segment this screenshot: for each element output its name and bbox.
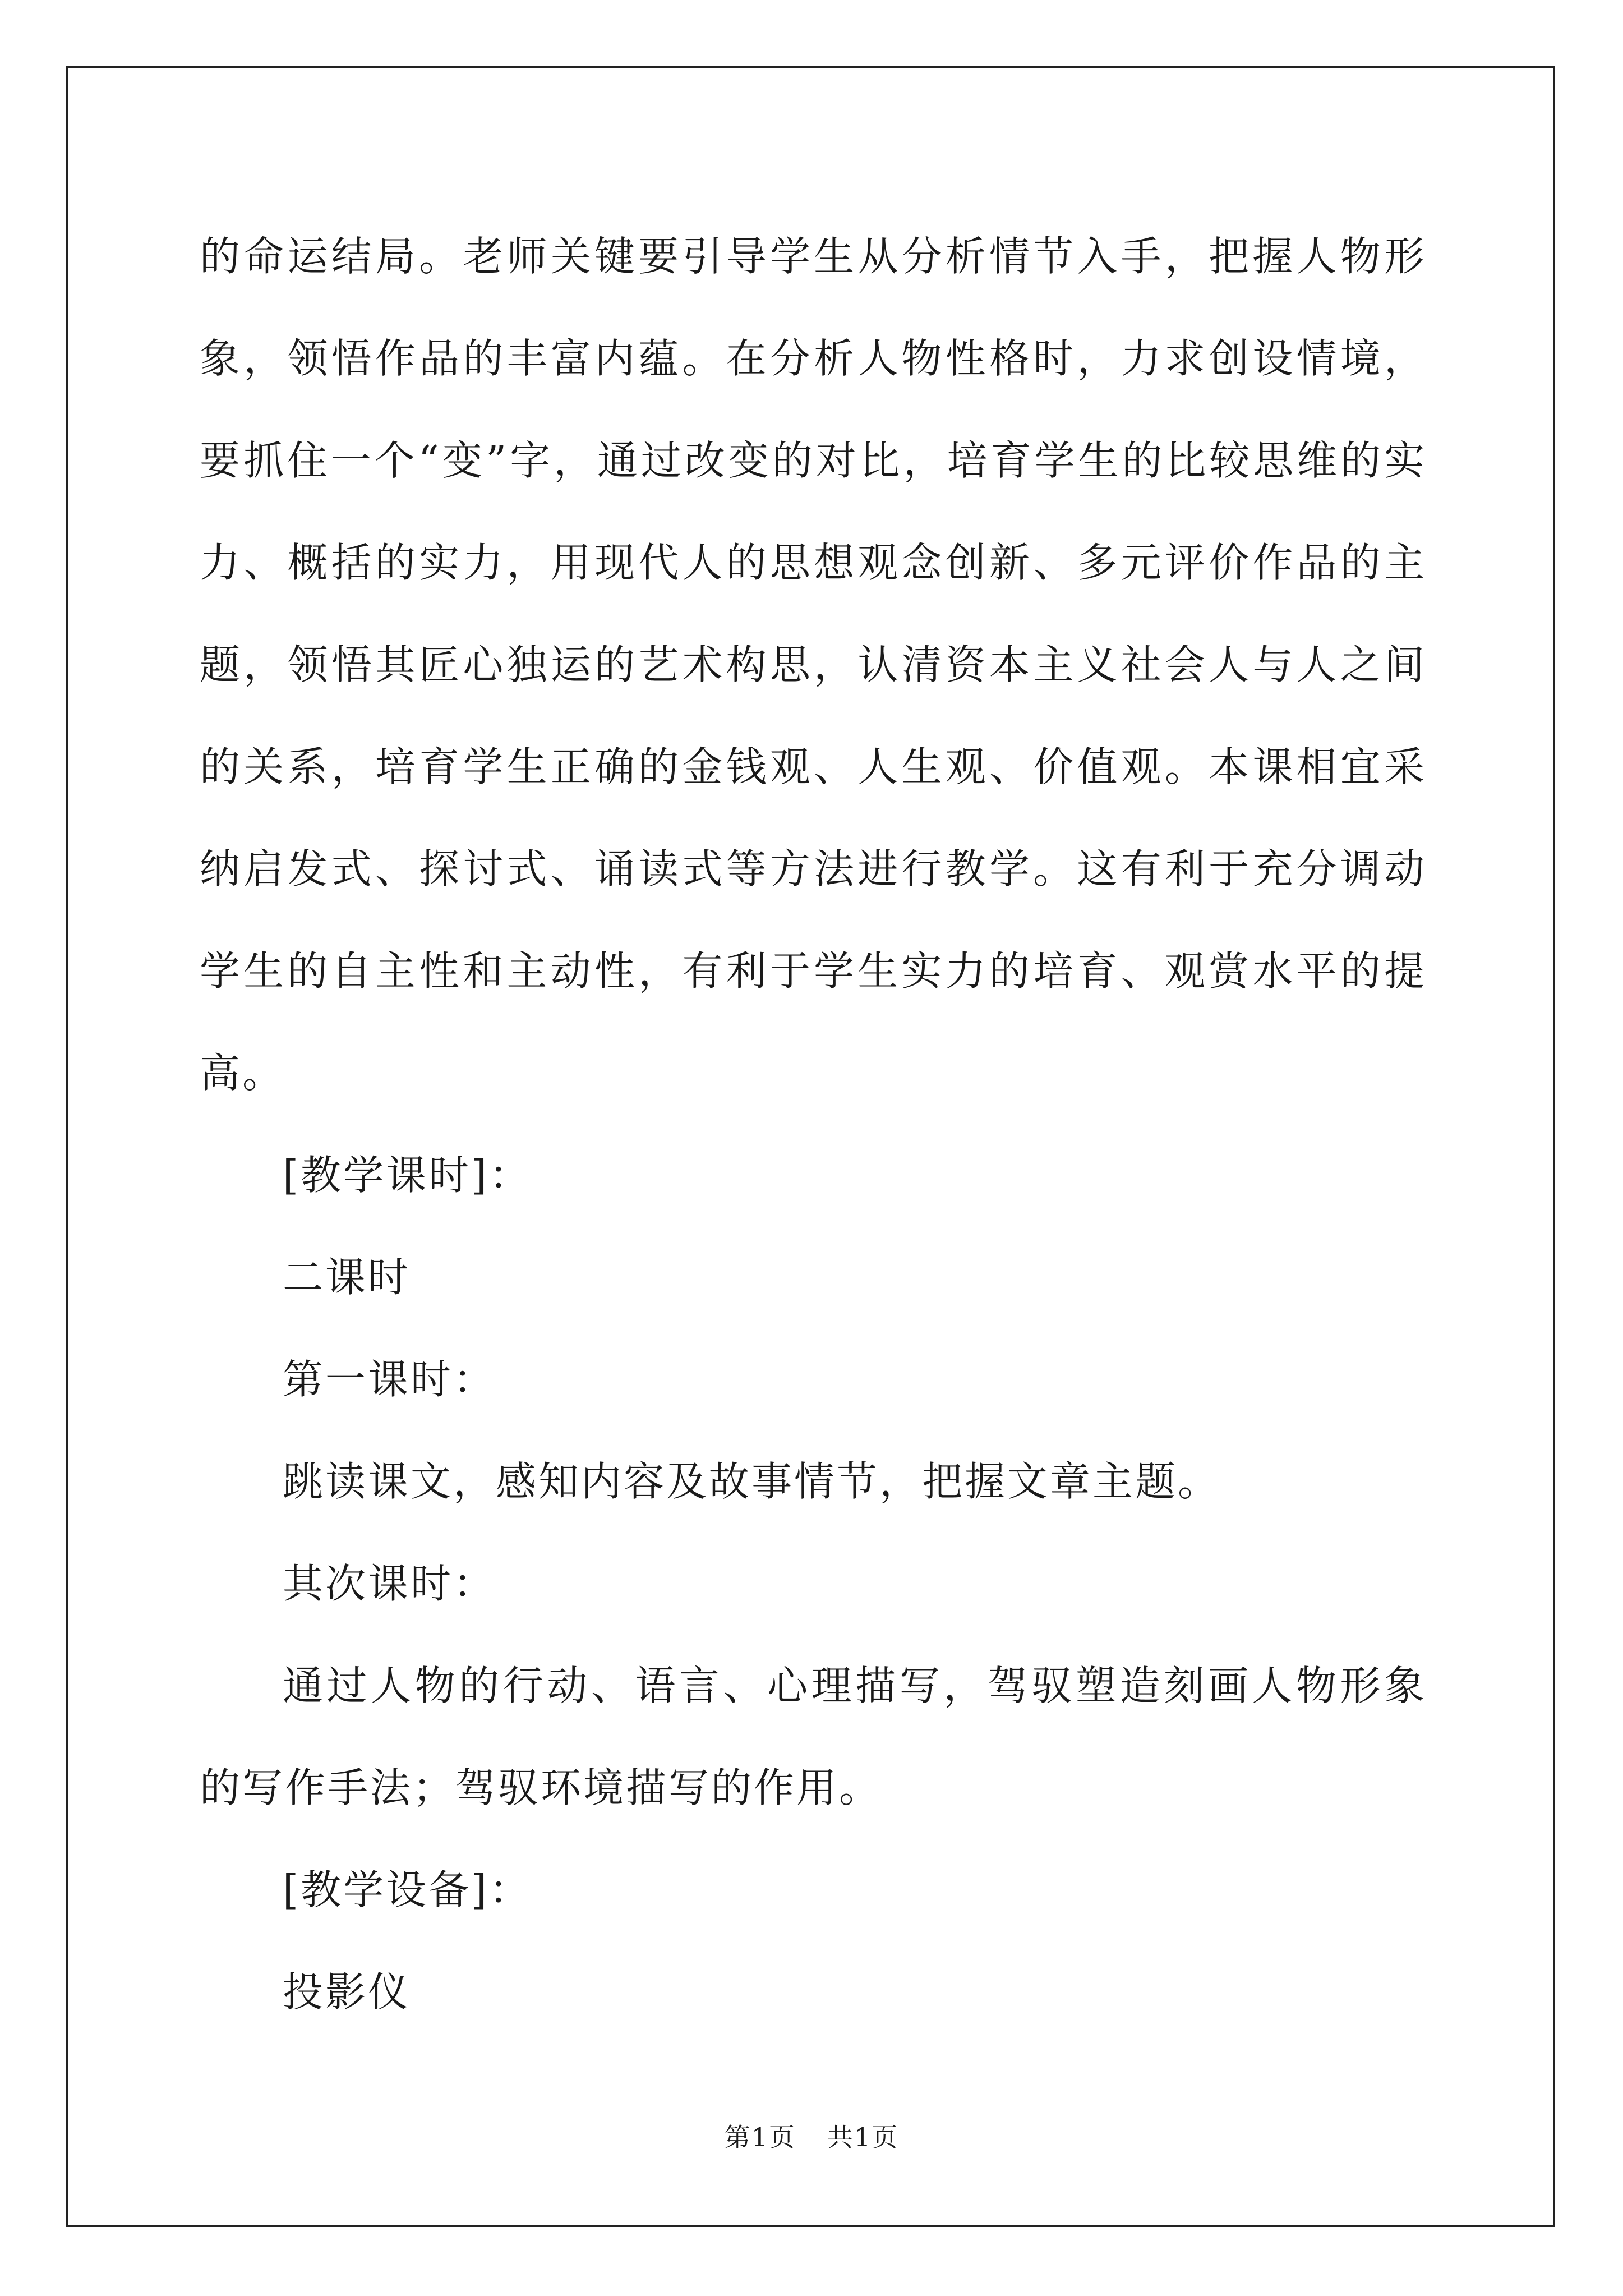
page-footer (0, 2120, 1623, 2154)
paragraph-second-hour-content: 通过人物的行动、语言、心理描写，驾驭塑造刻画人物形象的写作手法；驾驭环境描写的作用。 (200, 1662, 1427, 1811)
heading-teaching-equipment: [教学设备]： (283, 1866, 532, 1913)
text-projector: 投影仪 (283, 1968, 411, 2016)
heading-teaching-hours: [教学课时]： (283, 1152, 532, 1199)
page-total: 共1页 (827, 2122, 899, 2152)
heading-first-hour: 第一课时： (283, 1356, 496, 1403)
text-first-hour-content: 跳读课文，感知内容及故事情节，把握文章主题。 (283, 1458, 1221, 1505)
text-two-hours: 二课时 (283, 1254, 411, 1301)
paragraph-teaching-approach: 的命运结局。老师关键要引导学生从分析情节入手，把握人物形象，领悟作品的丰富内蕴。在分析人物性格时，力求创设情境，要抓住一个“变”字，通过改变的对比，培育学生的比较思维的实力、概括的实力，用现代人的思想观念创新、多元评价作品的主题，领悟其匠心独运的艺术构思，认清资本主义社会人与人之间的关系，培育学生正确的金钱观、人生观、价值观。本课相宜采纳启发式、探讨式、诵读式等方法进行教学。这有利于充分调动学生的自主性和主动性，有利于学生实力的培育、观赏水平的提高。 (200, 233, 1427, 1097)
heading-second-hour: 其次课时： (283, 1560, 496, 1607)
page-number: 第1页 (724, 2122, 796, 2152)
document-body (200, 205, 1427, 2043)
